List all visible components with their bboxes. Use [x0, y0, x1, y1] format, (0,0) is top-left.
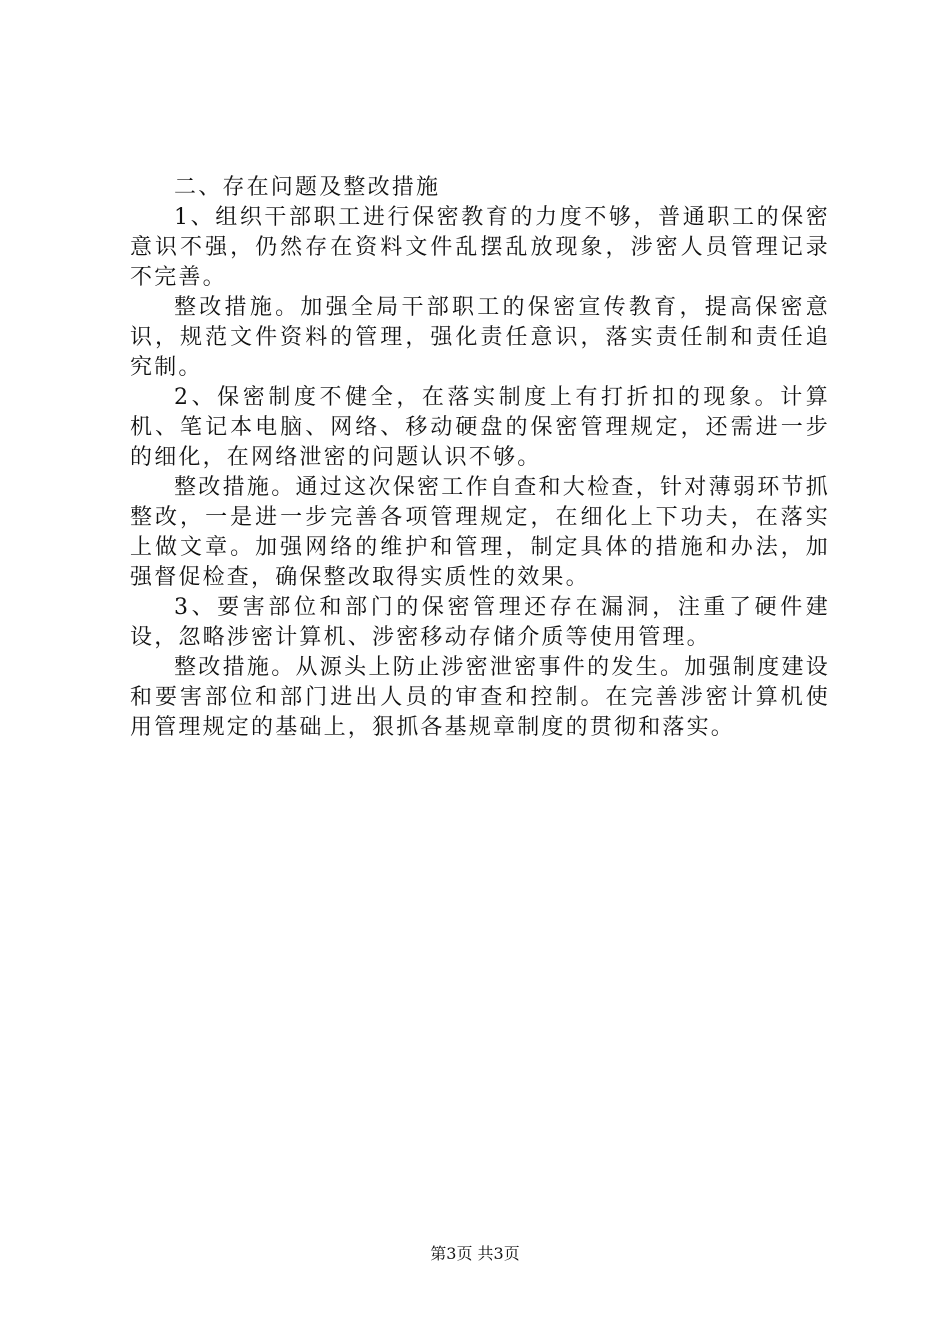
- paragraph-measure-3: 整改措施。从源头上防止涉密泄密事件的发生。加强制度建设和要害部位和部门进出人员的审查和控制。在完善涉密计算机使用管理规定的基础上，狠抓各基规章制度的贯彻和落实。: [130, 655, 830, 740]
- paragraph-issue-2: 2、保密制度不健全，在落实制度上有打折扣的现象。计算机、笔记本电脑、网络、移动硬盘的保密管理规定，还需进一步的细化，在网络泄密的问题认识不够。: [130, 385, 830, 470]
- paragraph-measure-2: 整改措施。通过这次保密工作自查和大检查，针对薄弱环节抓整改，一是进一步完善各项管理规定，在细化上下功夫，在落实上做文章。加强网络的维护和管理，制定具体的措施和办法，加强督促检查，确保整改取得实质性的效果。: [130, 475, 830, 590]
- paragraph-measure-1: 整改措施。加强全局干部职工的保密宣传教育，提高保密意识，规范文件资料的管理，强化责任意识，落实责任制和责任追究制。: [130, 295, 830, 380]
- document-body: [130, 173, 830, 743]
- paragraph-issue-3: 3、要害部位和部门的保密管理还存在漏洞，注重了硬件建设，忽略涉密计算机、涉密移动存储介质等使用管理。: [130, 595, 830, 650]
- paragraph-issue-1: 1、组织干部职工进行保密教育的力度不够，普通职工的保密意识不强，仍然存在资料文件乱摆乱放现象，涉密人员管理记录不完善。: [130, 205, 830, 290]
- section-heading: 二、存在问题及整改措施: [174, 175, 441, 200]
- page-footer: 第3页 共3页: [430, 1244, 520, 1263]
